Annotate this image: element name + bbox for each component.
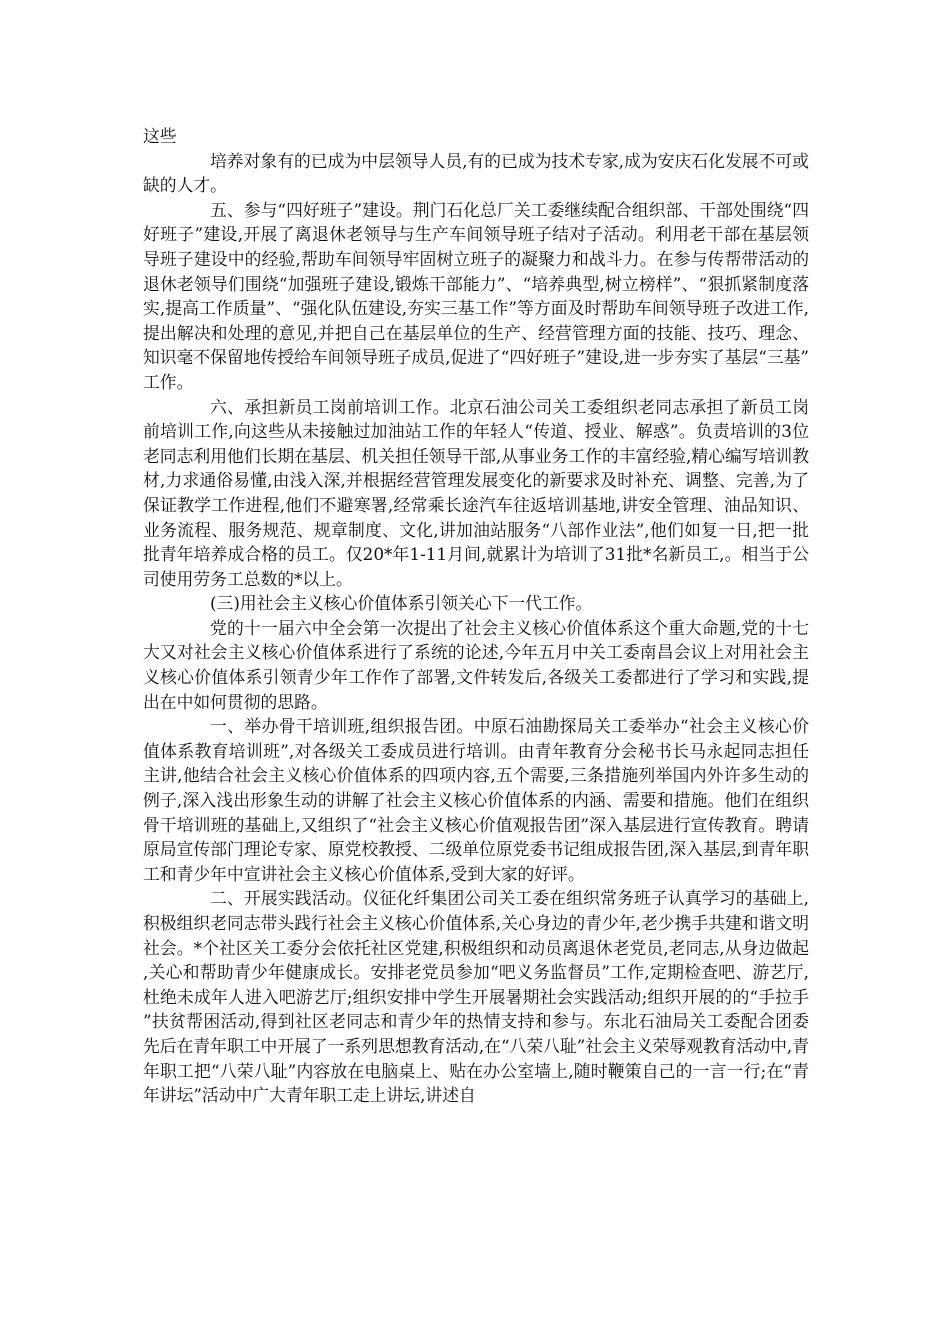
paragraph-talent-training: 培养对象有的已成为中层领导人员,有的已成为技术专家,成为安庆石化发展不可或缺的人才。 bbox=[143, 150, 809, 196]
document-page bbox=[143, 124, 809, 1108]
paragraph-section-five: 五、参与“四好班子”建设。荆门石化总厂关工委继续配合组织部、干部处围绕“四好班子”建设,开展了离退休老领导与生产车间领导班子结对子活动。利用老干部在基层领导班子建设中的经验,帮助车间领导牢固树立班子的凝聚力和战斗力。在参与传帮带活动的退休老领导们围绕“加强班子建设,锻炼干部能力”、“培养典型,树立榜样”、“狠抓紧制度落实,提高工作质量”、“强化队伍建设,夯实三基工作”等方面及时帮助车间领导班子改进工作,提出解决和处理的意见,并把自己在基层单位的生产、经营管理方面的技能、技巧、理念、知识毫不保留地传授给车间领导班子成员,促进了“四好班子”建设,进一步夯实了基层“三基”工作。 bbox=[143, 199, 809, 392]
paragraph-item-one: 一、举办骨干培训班,组织报告团。中原石油勘探局关工委举办“社会主义核心价值体系教育培训班”,对各级关工委成员进行培训。由青年教育分会秘书长马永起同志担任主讲,他结合社会主义核心价值体系的四项内容,五个需要,三条措施列举国内外许多生动的例子,深入浅出形象生动的讲解了社会主义核心价值体系的内涵、需要和措施。他们在组织骨干培训班的基础上,又组织了“社会主义核心价值观报告团”深入基层进行宣传教育。聘请原局宣传部门理论专家、原党校教授、二级单位原党委书记组成报告团,深入基层,到青年职工和青少年中宣讲社会主义核心价值体系,受到大家的好评。 bbox=[143, 716, 809, 884]
paragraph-core-values: 党的十一届六中全会第一次提出了社会主义核心价值体系这个重大命题,党的十七大又对社会主义核心价值体系进行了系统的论述,今年五月中关工委南昌会议上对用社会主义核心价值体系引领青少年工作作了部署,文件转发后,各级关工委都进行了学习和实践,提出在中如何贯彻的思路。 bbox=[143, 617, 809, 712]
section-heading-three: (三)用社会主义核心价值体系引领关心下一代工作。 bbox=[210, 593, 593, 614]
paragraph-fragment-intro: 这些 bbox=[143, 126, 177, 146]
paragraph-section-six: 六、承担新员工岗前培训工作。北京石油公司关工委组织老同志承担了新员工岗前培训工作,向这些从未接触过加油站工作的年轻人“传道、授业、解惑”。负责培训的3位老同志利用他们长期在基层、机关担任领导干部,从事业务工作的丰富经验,精心编写培训教材,力求通俗易懂,由浅入深,并根据经营管理发展变化的新要求及时补充、调整、完善,为了保证教学工作进程,他们不避寒署,经常乘长途汽车往返培训基地,讲安全管理、油品知识、业务流程、服务规范、规章制度、文化,讲加油站服务“八部作业法”,他们如复一日,把一批批青年培养成合格的员工。仅20*年1-11月间,就累计为培训了31批*名新员工,。相当于公司使用劳务工总数的*以上。 bbox=[143, 396, 809, 589]
paragraph-item-two: 二、开展实践活动。仪征化纤集团公司关工委在组织常务班子认真学习的基础上,积极组织老同志带头践行社会主义核心价值体系,关心身边的青少年,老少携手共建和谐文明社会。*个社区关工委分会依托社区党建,积极组织和动员离退休老党员,老同志,从身边做起,关心和帮助青少年健康成长。安排老党员参加“吧义务监督员”工作,定期检查吧、游艺厅,杜绝未成年人进入吧游艺厅;组织安排中学生开展暑期社会实践活动;组织开展的的“手拉手”扶贫帮困活动,得到社区老同志和青少年的热情支持和参与。东北石油局关工委配合团委先后在青年职工中开展了一系列思想教育活动,在“八荣八耻”社会主义荣辱观教育活动中,青年职工把“八荣八耻”内容放在电脑桌上、贴在办公室墙上,随时鞭策自己的一言一行;在“青年讲坛”活动中广大青年职工走上讲坛,讲述自 bbox=[143, 888, 809, 1106]
